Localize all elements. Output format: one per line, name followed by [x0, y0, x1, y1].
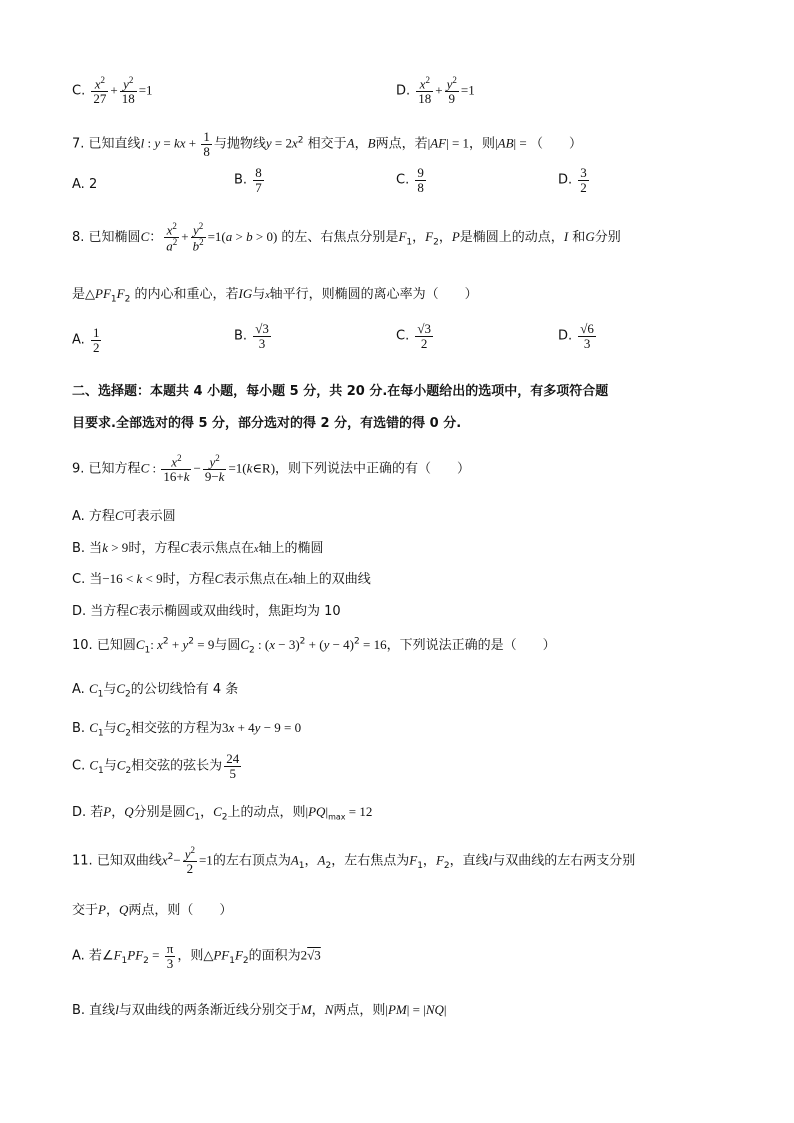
q7-option-a: A. 2 [72, 177, 98, 192]
q11-option-a: A. 若$\angle F_1PF_2$ = $\frac{\pi}{3}$ ，则$\triangle PF_1F_2$的面积为2√3 [72, 941, 321, 971]
q10-option-b: B. $C_1$与$C_2$相交弦的方程为3x + 4y − 9 = 0 [72, 720, 302, 739]
section-2-heading-line2: 目要求.全部选对的得 5 分，部分选对的得 2 分，有选错的得 0 分. [72, 416, 462, 431]
q11-option-b: B. 直线l与双曲线的两条渐近线分别交于M，N两点，则|PM| = |NQ| [72, 1002, 447, 1018]
question-11: 11. 已知双曲线$x^2-$ $\frac{y^2}{2}$ =1的左右顶点为$A_1$，$A_2$，左右焦点为$F_1$，$F_2$，直线l与双曲线的左右两支分别 [72, 845, 636, 876]
question-9: 9. 已知方程C : $\frac{x^2}{16+k}$ − $\frac{y^2}{9-k}$ =1(k∈R)，则下列说法中正确的有（ ） [72, 453, 471, 484]
question-11-line2: 交于P，Q两点，则（ ） [72, 902, 233, 918]
q8-option-d: D. $\frac{√6}{3}$ [558, 321, 594, 351]
q7-option-b: B. $\frac{8}{7}$ [234, 165, 262, 195]
q8-option-c: C. $\frac{√3}{2}$ [396, 321, 431, 351]
question-8: 8. 已知椭圆C： $\frac{x^2}{a^2}$ + $\frac{y^2}{b^2}$ =1(a > b > 0) 的左、右焦点分别是$F_1$，$F_2$，P是椭圆上的动点，I 和G分别 [72, 221, 621, 254]
q10-option-c: C. $C_1$与$C_2$相交弦的弦长为 $\frac{24}{5}$ [72, 751, 240, 781]
q10-option-d: D. 若P，Q分别是圆$C_1$，$C_2$上的动点，则$|PQ|_{max} = 12$ [72, 804, 373, 823]
question-7: 7. 已知直线l : y = kx + $\frac{1}{8}$ 与抛物线$y = 2x^2$ 相交于A，B两点，若|AF| = 1，则|AB| = （ ） [72, 129, 583, 159]
question-10: 10. 已知圆$C_1$: $x^2 + y^2 = 9$与圆$C_2$ : $(x - 3)^2 + (y - 4)^2 = 16$，下列说法正确的是（ ） [72, 636, 556, 656]
q9-option-d: D. 当方程C表示椭圆或双曲线时，焦距均为 10 [72, 603, 341, 619]
q7-option-d: D. $\frac{3}{2}$ [558, 165, 587, 195]
q8-option-a: A. $\frac{1}{2}$ [72, 325, 100, 355]
q8-option-b: B. $\frac{√3}{3}$ [234, 321, 269, 351]
q7-option-c: C. $\frac{9}{8}$ [396, 165, 424, 195]
q9-option-b: B. 当k > 9时，方程C表示焦点在x轴上的椭圆 [72, 540, 324, 556]
q6-option-d: D. $\frac{x^2}{18}$ + $\frac{y^2}{9}$ =1 [396, 75, 475, 106]
section-2-heading: 二、选择题：本题共 4 小题，每小题 5 分，共 20 分.在每小题给出的选项中，有多项符合题 [72, 384, 609, 399]
q9-option-a: A. 方程C可表示圆 [72, 508, 176, 524]
q9-option-c: C. 当−16 < k < 9时，方程C表示焦点在x轴上的双曲线 [72, 571, 371, 587]
q6-option-c: C. $\frac{x^2}{27}$ + $\frac{y^2}{18}$ =1 [72, 75, 153, 106]
question-8-line2: 是$\triangle PF_1F_2$ 的内心和重心，若IG与x轴平行，则椭圆的离心率为（ ） [72, 286, 478, 305]
q10-option-a: A. $C_1$与$C_2$的公切线恰有 4 条 [72, 681, 239, 700]
